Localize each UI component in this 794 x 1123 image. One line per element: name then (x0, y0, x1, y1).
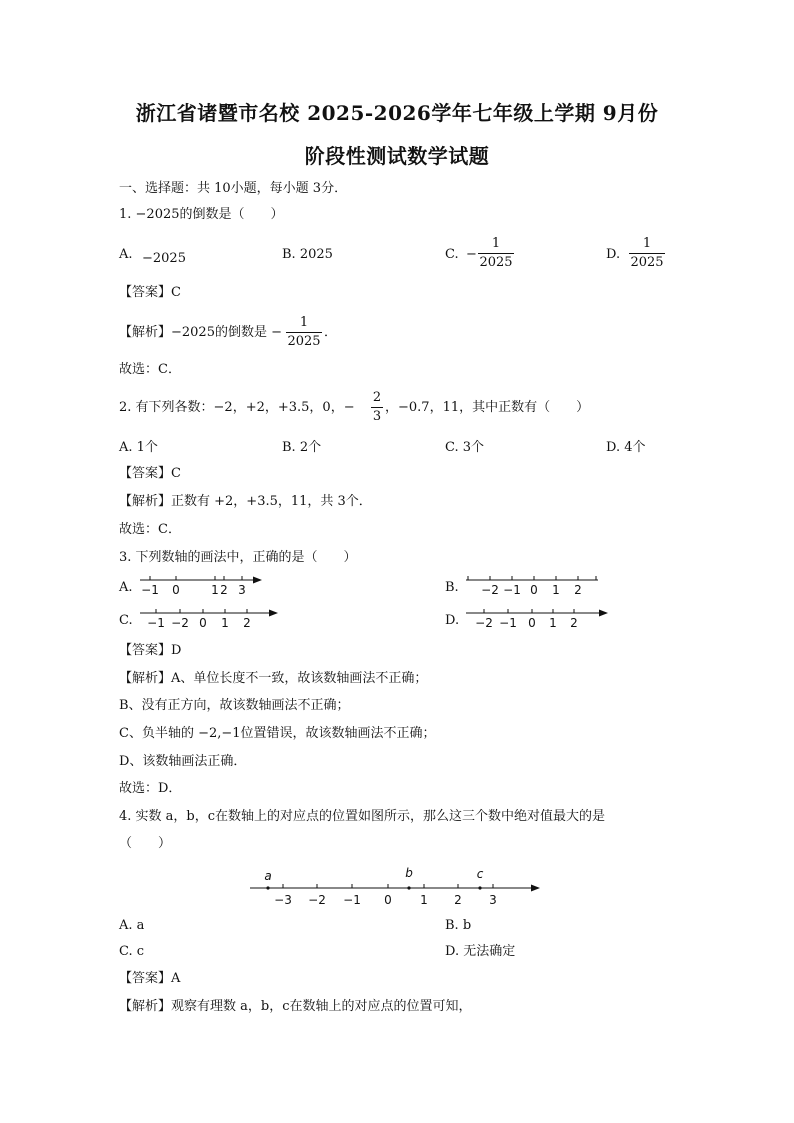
q1-option-c-label: C. (445, 247, 459, 262)
tick-label: 1 (549, 616, 557, 630)
axis-arrow (253, 577, 262, 584)
section-heading: 一、选择题：共 10小题，每小题 3分． (119, 181, 348, 196)
point-c-label: c (476, 867, 484, 881)
fraction-denominator: 2025 (630, 255, 664, 270)
q2-option-b: B. 2个 (282, 440, 322, 455)
tick-label: −1 (343, 893, 361, 907)
q4-option-d: D. 无法确定 (445, 944, 516, 959)
q4-option-a: A. a (119, 918, 145, 933)
fraction-numerator: 2 (372, 390, 382, 405)
title-line-1: 浙江省诸暨市名校 2025-2026学年七年级上学期 9月份 (135, 101, 659, 125)
q3-option-a-label: A. (119, 580, 133, 595)
q2-analysis: 【解析】正数有 +2，+3.5，11，共 3个． (119, 494, 372, 509)
tick-label: 1 (211, 583, 219, 597)
q3-analysis-1: 【解析】A、单位长度不一致，故该数轴画法不正确； (119, 671, 428, 686)
tick-label: −2 (308, 893, 326, 907)
q3-analysis-3: C、负半轴的 −2,−1位置错误，故该数轴画法不正确； (119, 726, 436, 741)
q1-option-d-fraction (629, 236, 665, 271)
q2-option-d: D. 4个 (606, 440, 646, 455)
q1-option-a-value: −2025 (142, 251, 186, 266)
q3-stem: 3. 下列数轴的画法中，正确的是（ ） (119, 550, 357, 565)
q2-stem-end: ，−0.7，11，其中正数有（ ） (385, 400, 590, 415)
q3-option-c-number-line (136, 603, 282, 633)
q1-option-c-sign: − (466, 247, 477, 262)
fraction-denominator: 3 (372, 409, 382, 424)
tick-label: 1 (552, 583, 560, 597)
q1-analysis-end: ． (324, 325, 338, 340)
tick-label: 2 (220, 583, 228, 597)
point-c (478, 886, 481, 889)
tick-label: 0 (530, 583, 538, 597)
q3-option-b-label: B. (445, 580, 459, 595)
tick-label: 2 (454, 893, 462, 907)
q4-paren: （ ） (119, 836, 172, 851)
q1-option-d-label: D. (606, 247, 621, 262)
tick-label: 1 (420, 893, 428, 907)
q3-analysis-4: D、该数轴画法正确． (119, 754, 247, 769)
q1-stem: 1. −2025的倒数是（ ） (119, 207, 284, 222)
fraction-numerator: 1 (642, 236, 652, 251)
q2-option-c: C. 3个 (445, 440, 485, 455)
tick-label: −1 (503, 583, 521, 597)
fraction-bar (371, 407, 383, 408)
q3-option-d-label: D. (445, 613, 460, 628)
tick-label: 0 (199, 616, 207, 630)
tick-label: 2 (570, 616, 578, 630)
fraction-denominator: 2025 (287, 334, 321, 349)
q2-conclusion: 故选：C． (119, 522, 181, 537)
q4-stem: 4. 实数 a，b，c在数轴上的对应点的位置如图所示，那么这三个数中绝对值最大的是 (119, 809, 606, 824)
fraction-numerator: 1 (299, 315, 309, 330)
fraction-bar (286, 332, 322, 333)
point-a (266, 886, 269, 889)
fraction-bar (629, 253, 665, 254)
q1-option-b: B. 2025 (282, 247, 333, 262)
tick-label: −2 (481, 583, 499, 597)
tick-label: −1 (147, 616, 165, 630)
q3-option-d-number-line (462, 603, 612, 633)
tick-label: −3 (274, 893, 292, 907)
tick-label: 2 (574, 583, 582, 597)
q3-option-b-number-line (462, 570, 602, 600)
point-b (407, 886, 410, 889)
tick-label: −1 (499, 616, 517, 630)
q4-answer: 【答案】A (119, 971, 181, 986)
q3-answer: 【答案】D (119, 643, 182, 658)
q1-analysis-fraction (286, 315, 322, 350)
q2-stem-start: 2. 有下列各数：−2，+2，+3.5，0，− (119, 400, 355, 415)
q4-number-line (248, 864, 544, 908)
q1-option-c-fraction (478, 236, 514, 271)
q4-option-c: C. c (119, 944, 145, 959)
q4-option-b: B. b (445, 918, 472, 933)
tick-label: 0 (528, 616, 536, 630)
q1-option-a-label: A. (119, 247, 133, 262)
tick-label: −2 (475, 616, 493, 630)
title-line-2: 阶段性测试数学试题 (304, 144, 490, 168)
point-b-label: b (405, 866, 413, 880)
tick-label: −2 (171, 616, 189, 630)
q2-answer: 【答案】C (119, 466, 181, 481)
q2-stem-fraction (371, 390, 383, 425)
q1-analysis-prefix: 【解析】−2025的倒数是 − (119, 325, 283, 340)
q1-answer: 【答案】C (119, 285, 181, 300)
q4-analysis: 【解析】观察有理数 a，b，c在数轴上的对应点的位置可知， (119, 999, 472, 1014)
axis-arrow (531, 885, 540, 892)
tick-label: 3 (489, 893, 497, 907)
tick-label: 0 (384, 893, 392, 907)
tick-label: 1 (221, 616, 229, 630)
q3-analysis-2: B、没有正方向，故该数轴画法不正确； (119, 698, 350, 713)
fraction-numerator: 1 (491, 236, 501, 251)
tick-label: 3 (238, 583, 246, 597)
tick-label: −1 (141, 583, 159, 597)
axis-arrow (599, 610, 608, 617)
point-a-label: a (264, 869, 272, 883)
q2-option-a: A. 1个 (119, 440, 158, 455)
fraction-denominator: 2025 (479, 255, 513, 270)
tick-label: 0 (172, 583, 180, 597)
axis-arrow (269, 610, 278, 617)
q3-option-a-number-line (136, 570, 266, 600)
q3-conclusion: 故选：D． (119, 781, 182, 796)
q3-option-c-label: C. (119, 613, 133, 628)
q1-conclusion: 故选：C． (119, 362, 181, 377)
tick-label: 2 (243, 616, 251, 630)
fraction-bar (478, 253, 514, 254)
